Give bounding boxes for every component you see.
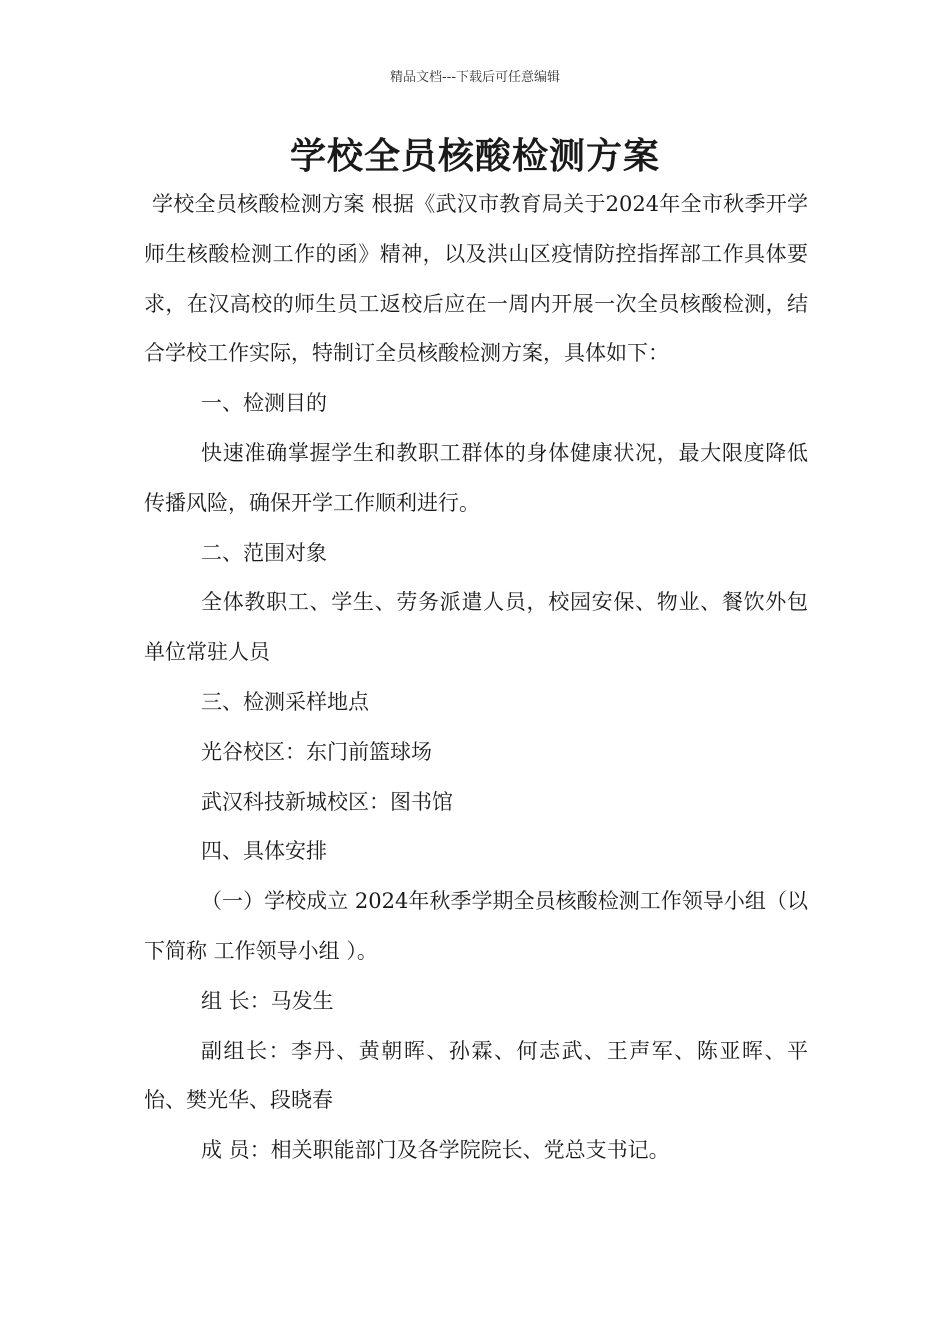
location-keji-xincheng: 武汉科技新城校区：图书馆 bbox=[201, 789, 453, 814]
header-note: 精品文档---下载后可任意编辑 bbox=[389, 70, 561, 85]
purpose-paragraph: 快速准确掌握学生和教职工群体的身体健康状况，最大限度降低传播风险，确保开学工作顺利进行。 bbox=[144, 440, 808, 515]
leader-line: 组 长：马发生 bbox=[201, 988, 334, 1013]
section-heading-arrangement: 四、具体安排 bbox=[201, 839, 327, 864]
scope-paragraph: 全体教职工、学生、劳务派遣人员，校园安保、物业、餐饮外包单位常驻人员 bbox=[144, 590, 808, 665]
location-guanggu: 光谷校区：东门前篮球场 bbox=[201, 739, 432, 764]
document-title: 学校全员核酸检测方案 bbox=[289, 136, 660, 177]
members-line: 成 员：相关职能部门及各学院院长、党总支书记。 bbox=[201, 1138, 670, 1163]
section-heading-purpose: 一、检测目的 bbox=[201, 391, 327, 416]
intro-paragraph: 学校全员核酸检测方案 根据《武汉市教育局关于2024年全市秋季开学师生核酸检测工作的函》精神，以及洪山区疫情防控指挥部工作具体要求，在汉高校的师生员工返校后应在一周内开展一次全员核酸检测，结合学校工作实际，特制订全员核酸检测方案，具体如下： bbox=[144, 192, 808, 366]
arrangement-paragraph: （一）学校成立 2024年秋季学期全员核酸检测工作领导小组（以下简称 工作领导小组 ）。 bbox=[144, 889, 808, 963]
deputy-leaders-line: 副组长：李丹、黄朝晖、孙霖、何志武、王声军、陈亚晖、平怡、樊光华、段晓春 bbox=[144, 1038, 808, 1113]
section-heading-location: 三、检测采样地点 bbox=[201, 689, 369, 714]
document-body bbox=[144, 180, 808, 1176]
section-heading-scope: 二、范围对象 bbox=[201, 540, 327, 565]
